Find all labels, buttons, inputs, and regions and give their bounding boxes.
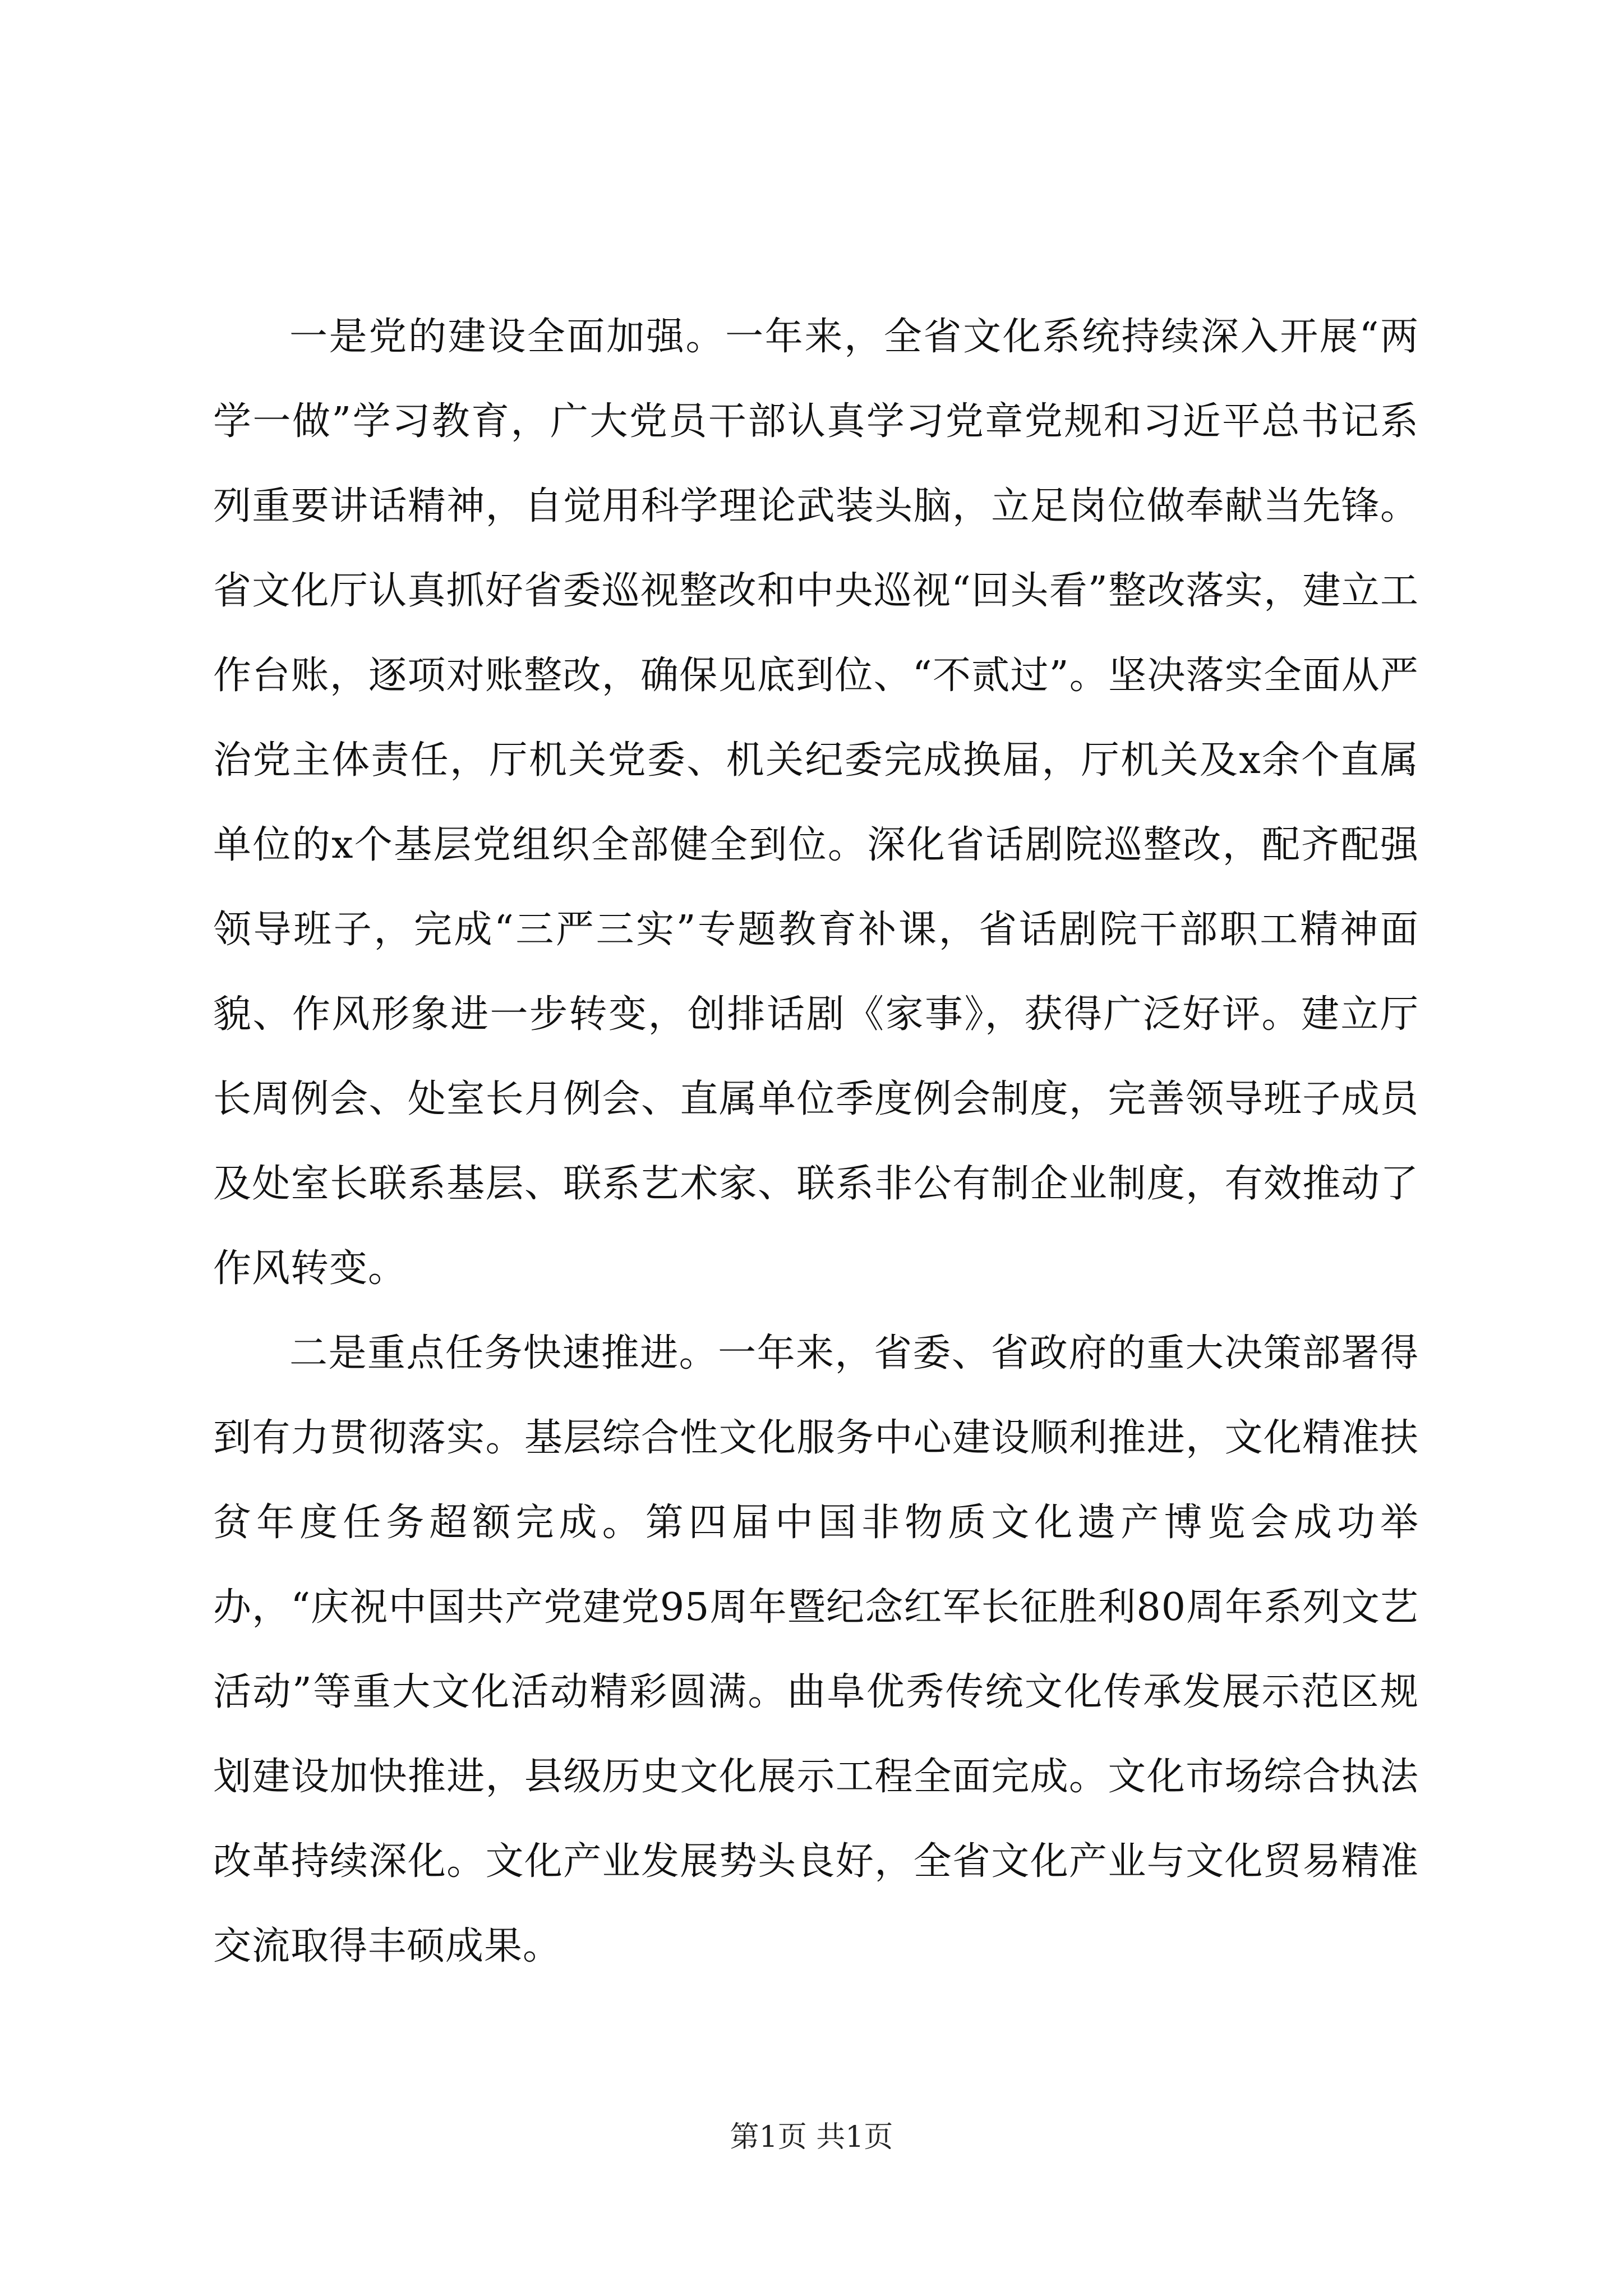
document-body [213,295,1419,1989]
paragraph-party-building: 一是党的建设全面加强。一年来，全省文化系统持续深入开展“两学一做”学习教育，广大党员干部认真学习党章党规和习近平总书记系列重要讲话精神，自觉用科学理论武装头脑，立足岗位做奉献当先锋。省文化厅认真抓好省委巡视整改和中央巡视“回头看”整改落实，建立工作台账，逐项对账整改，确保见底到位、“不贰过”。坚决落实全面从严治党主体责任，厅机关党委、机关纪委完成换届，厅机关及x余个直属单位的x个基层党组织全部健全到位。深化省话剧院巡整改，配齐配强领导班子，完成“三严三实”专题教育补课，省话剧院干部职工精神面貌、作风形象进一步转变，创排话剧《家事》，获得广泛好评。建立厅长周例会、处室长月例会、直属单位季度例会制度，完善领导班子成员及处室长联系基层、联系艺术家、联系非公有制企业制度，有效推动了作风转变。 [213,315,1419,1291]
page-footer: 第1页 共1页 [730,2120,893,2154]
paragraph-key-tasks: 二是重点任务快速推进。一年来，省委、省政府的重大决策部署得到有力贯彻落实。基层综合性文化服务中心建设顺利推进，文化精准扶贫年度任务超额完成。第四届中国非物质文化遗产博览会成功举办，“庆祝中国共产党建党95周年暨纪念红军长征胜利80周年系列文艺活动”等重大文化活动精彩圆满。曲阜优秀传统文化传承发展示范区规划建设加快推进，县级历史文化展示工程全面完成。文化市场综合执法改革持续深化。文化产业发展势头良好，全省文化产业与文化贸易精准交流取得丰硕成果。 [213,1331,1419,1968]
